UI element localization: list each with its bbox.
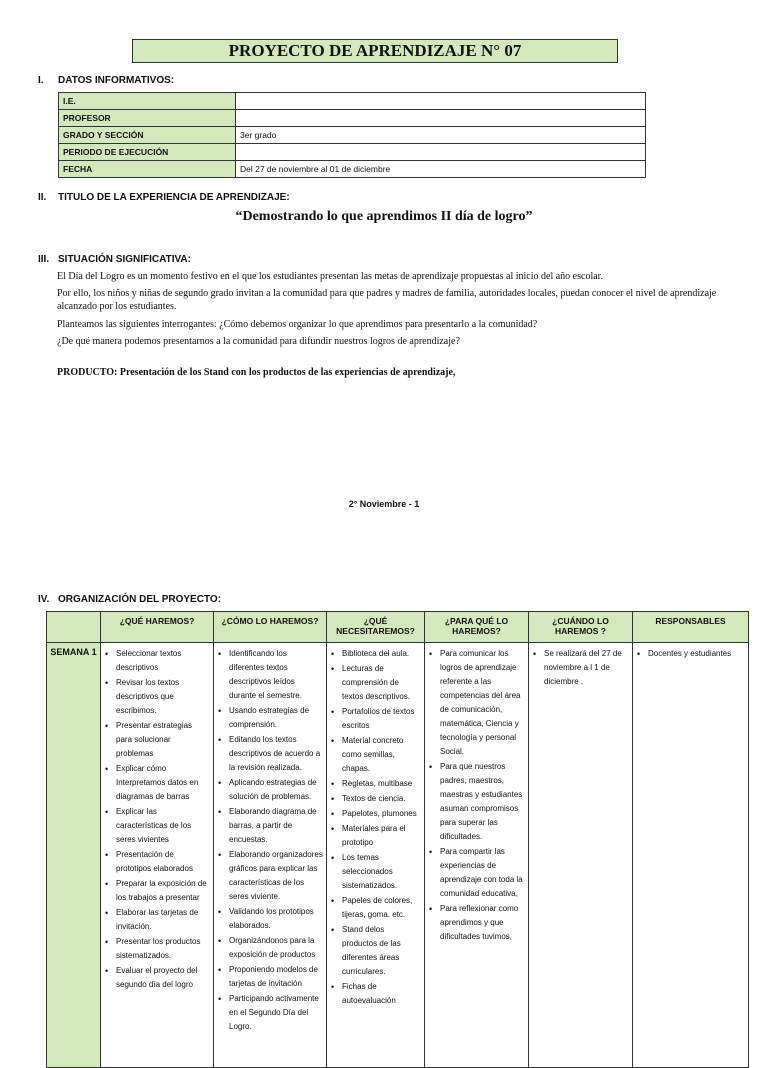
- org-cell-responsible: [633, 643, 749, 1068]
- section-4-heading: [38, 594, 221, 605]
- org-cell-needs: [327, 643, 425, 1068]
- org-list-item: • Editando los textos descriptivos de acuerdo a la revisión realizada.: [229, 733, 323, 775]
- organization-table: [46, 611, 749, 1068]
- org-list-item: • Participando activamente en el Segundo Día del Logro.: [229, 992, 323, 1034]
- org-list-item: • Docentes y estudiantes: [648, 647, 745, 661]
- info-row: [59, 127, 646, 144]
- org-header-row: [47, 612, 749, 643]
- page-title: PROYECTO DE APRENDIZAJE N° 07: [132, 39, 618, 63]
- experience-title: “Demostrando lo que aprendimos II día de logro”: [235, 209, 533, 224]
- org-week-row: [47, 643, 749, 1068]
- org-cell-purpose: [425, 643, 529, 1068]
- org-header-cell: ¿CUÁNDO LO HAREMOS ?: [529, 612, 633, 643]
- org-list-item: • Identificando los diferentes textos descriptivos leídos durante el semestre.: [229, 647, 323, 703]
- section-2-heading: [38, 192, 290, 203]
- org-header-cell: ¿QUÉ NECESITAREMOS?: [327, 612, 425, 643]
- org-header-cell: [47, 612, 101, 643]
- org-list-item: • Los temas seleccionados sistematizados.: [342, 851, 421, 893]
- org-list-item: • Lecturas de comprensión de textos descriptivos.: [342, 662, 421, 704]
- org-list-item: • Portafolios de textos escritos: [342, 705, 421, 733]
- org-header-cell: ¿CÓMO LO HAREMOS?: [214, 612, 327, 643]
- org-list-item: • Papeles de colores, tijeras, goma. etc.: [342, 894, 421, 922]
- info-label: GRADO Y SECCIÓN: [59, 127, 236, 144]
- situation-paragraph: Planteamos las siguientes interrogantes: ¿Cómo debemos organizar lo que aprendimos para presentarlo a la comunidad?: [57, 319, 538, 330]
- org-list-item: • Explicar las características de los seres vivientes: [116, 805, 210, 847]
- org-list-item: • Textos de ciencia.: [342, 792, 421, 806]
- org-list-item: • Proponiendo modelos de tarjetas de invitación: [229, 963, 323, 991]
- section-4-label: ORGANIZACIÓN DEL PROYECTO:: [58, 594, 221, 605]
- section-1-heading: [38, 75, 174, 86]
- info-value: [236, 110, 646, 127]
- org-list-item: • Preparar la exposición de los trabajos a presentar: [116, 877, 210, 905]
- info-label: I.E.: [59, 93, 236, 110]
- date-reference: 2° Noviembre - 1: [348, 499, 420, 509]
- org-cell-what: [101, 643, 214, 1068]
- org-list: [636, 647, 745, 661]
- situation-paragraph: El Día del Logro es un momento festivo en el que los estudiantes presentan las metas de aprendizaje propuestas al inicio del año escolar.: [57, 271, 603, 282]
- info-row: [59, 161, 646, 178]
- section-2-number: II.: [38, 192, 47, 203]
- org-header-cell: ¿PARA QUÉ LO HAREMOS?: [425, 612, 529, 643]
- section-3-heading: [38, 254, 191, 265]
- info-label: PERIODO DE EJECUCIÓN: [59, 144, 236, 161]
- section-1-label: DATOS INFORMATIVOS:: [58, 75, 175, 86]
- product-statement: PRODUCTO: Presentación de los Stand con los productos de las experiencias de aprendizaje,: [57, 367, 456, 378]
- section-4-number: IV.: [38, 594, 50, 605]
- org-list-item: • Presentar estrategias para solucionar problemas: [116, 719, 210, 761]
- situation-paragraph: ¿De qué manera podemos presentarnos a la comunidad para difundir nuestros logros de aprendizaje?: [57, 336, 460, 347]
- section-2-label: TITULO DE LA EXPERIENCIA DE APRENDIZAJE:: [58, 192, 290, 203]
- org-list-item: • Presentación de prototipos elaborados: [116, 848, 210, 876]
- section-1-number: I.: [38, 75, 44, 86]
- org-list: [428, 647, 525, 944]
- org-list-item: • Aplicando estrategias de solución de problemas.: [229, 776, 323, 804]
- org-list-item: • Material concreto como semillas, chapas.: [342, 734, 421, 776]
- org-list-item: • Fichas de autoevaluación: [342, 980, 421, 1008]
- org-list-item: • Papelotes, plumones: [342, 807, 421, 821]
- info-row: [59, 110, 646, 127]
- org-list-item: • Revisar los textos descriptivos que escribimos.: [116, 676, 210, 718]
- section-3-number: III.: [38, 254, 50, 265]
- org-list-item: • Biblioteca del aula.: [342, 647, 421, 661]
- org-list-item: • Elaborar las tarjetas de invitación.: [116, 906, 210, 934]
- org-list-item: • Materiales para el prototipo: [342, 822, 421, 850]
- section-3-label: SITUACIÓN SIGNIFICATIVA:: [58, 254, 191, 265]
- org-list-item: • Organizándonos para la exposición de productos: [229, 934, 323, 962]
- org-header-cell: RESPONSABLES: [633, 612, 749, 643]
- org-list-item: • Seleccionar textos descriptivos: [116, 647, 210, 675]
- org-list-item: • Regletas, multibase: [342, 777, 421, 791]
- org-list: [104, 647, 210, 992]
- org-list-item: • Para reflexionar como aprendimos y que dificultades tuvimos,: [440, 902, 525, 944]
- org-list-item: • Evaluar el proyecto del segundo día del logro: [116, 964, 210, 992]
- org-cell-when: [529, 643, 633, 1068]
- org-list-item: • Para que nuestros padres, maestros, maestras y estudiantes asuman compromisos para superar las dificultades.: [440, 760, 525, 844]
- org-list-item: • Se realizará del 27 de noviembre a l 1 de diciembre .: [544, 647, 629, 689]
- info-label: FECHA: [59, 161, 236, 178]
- org-list-item: • Para comunicar los logros de aprendizaje referente a las competencias del área de comunicación, matemática, Ciencia y tecnología y personal Social.: [440, 647, 525, 759]
- org-list-item: • Validando los prototipos elaborados.: [229, 905, 323, 933]
- org-list: [330, 647, 421, 1008]
- info-value: 3er grado: [236, 127, 646, 144]
- org-list-item: • Para compartir las experiencias de aprendizaje con toda la comunidad educativa,: [440, 845, 525, 901]
- info-table: [58, 92, 646, 178]
- info-value: [236, 144, 646, 161]
- org-cell-how: [214, 643, 327, 1068]
- org-list-item: • Elaborando organizadores gráficos para explicar las características de los seres viviente.: [229, 848, 323, 904]
- situation-paragraph: Por ello, los niños y niñas de segundo grado invitan a la comunidad para que padres y madres de familia, autoridades locales, puedan conocer el nivel de aprendizaje alcanzado por los estudiantes.: [57, 288, 717, 312]
- org-header-cell: ¿QUÉ HAREMOS?: [101, 612, 214, 643]
- org-list-item: • Elaborando diagrama de barras, a partir de encuestas.: [229, 805, 323, 847]
- org-list-item: • Usando estrategias de comprensión.: [229, 704, 323, 732]
- info-row: [59, 93, 646, 110]
- info-label: PROFESOR: [59, 110, 236, 127]
- week-label: SEMANA 1: [47, 643, 101, 1068]
- info-value: [236, 93, 646, 110]
- info-value: Del 27 de noviembre al 01 de diciembre: [236, 161, 646, 178]
- info-row: [59, 144, 646, 161]
- org-list-item: • Explicar cómo Interpretamos datos en diagramas de barras: [116, 762, 210, 804]
- org-list-item: • Stand delos productos de las diferentes áreas curriculares.: [342, 923, 421, 979]
- org-list: [532, 647, 629, 689]
- org-list-item: • Presentar los productos sistematizados.: [116, 935, 210, 963]
- org-list: [217, 647, 323, 1034]
